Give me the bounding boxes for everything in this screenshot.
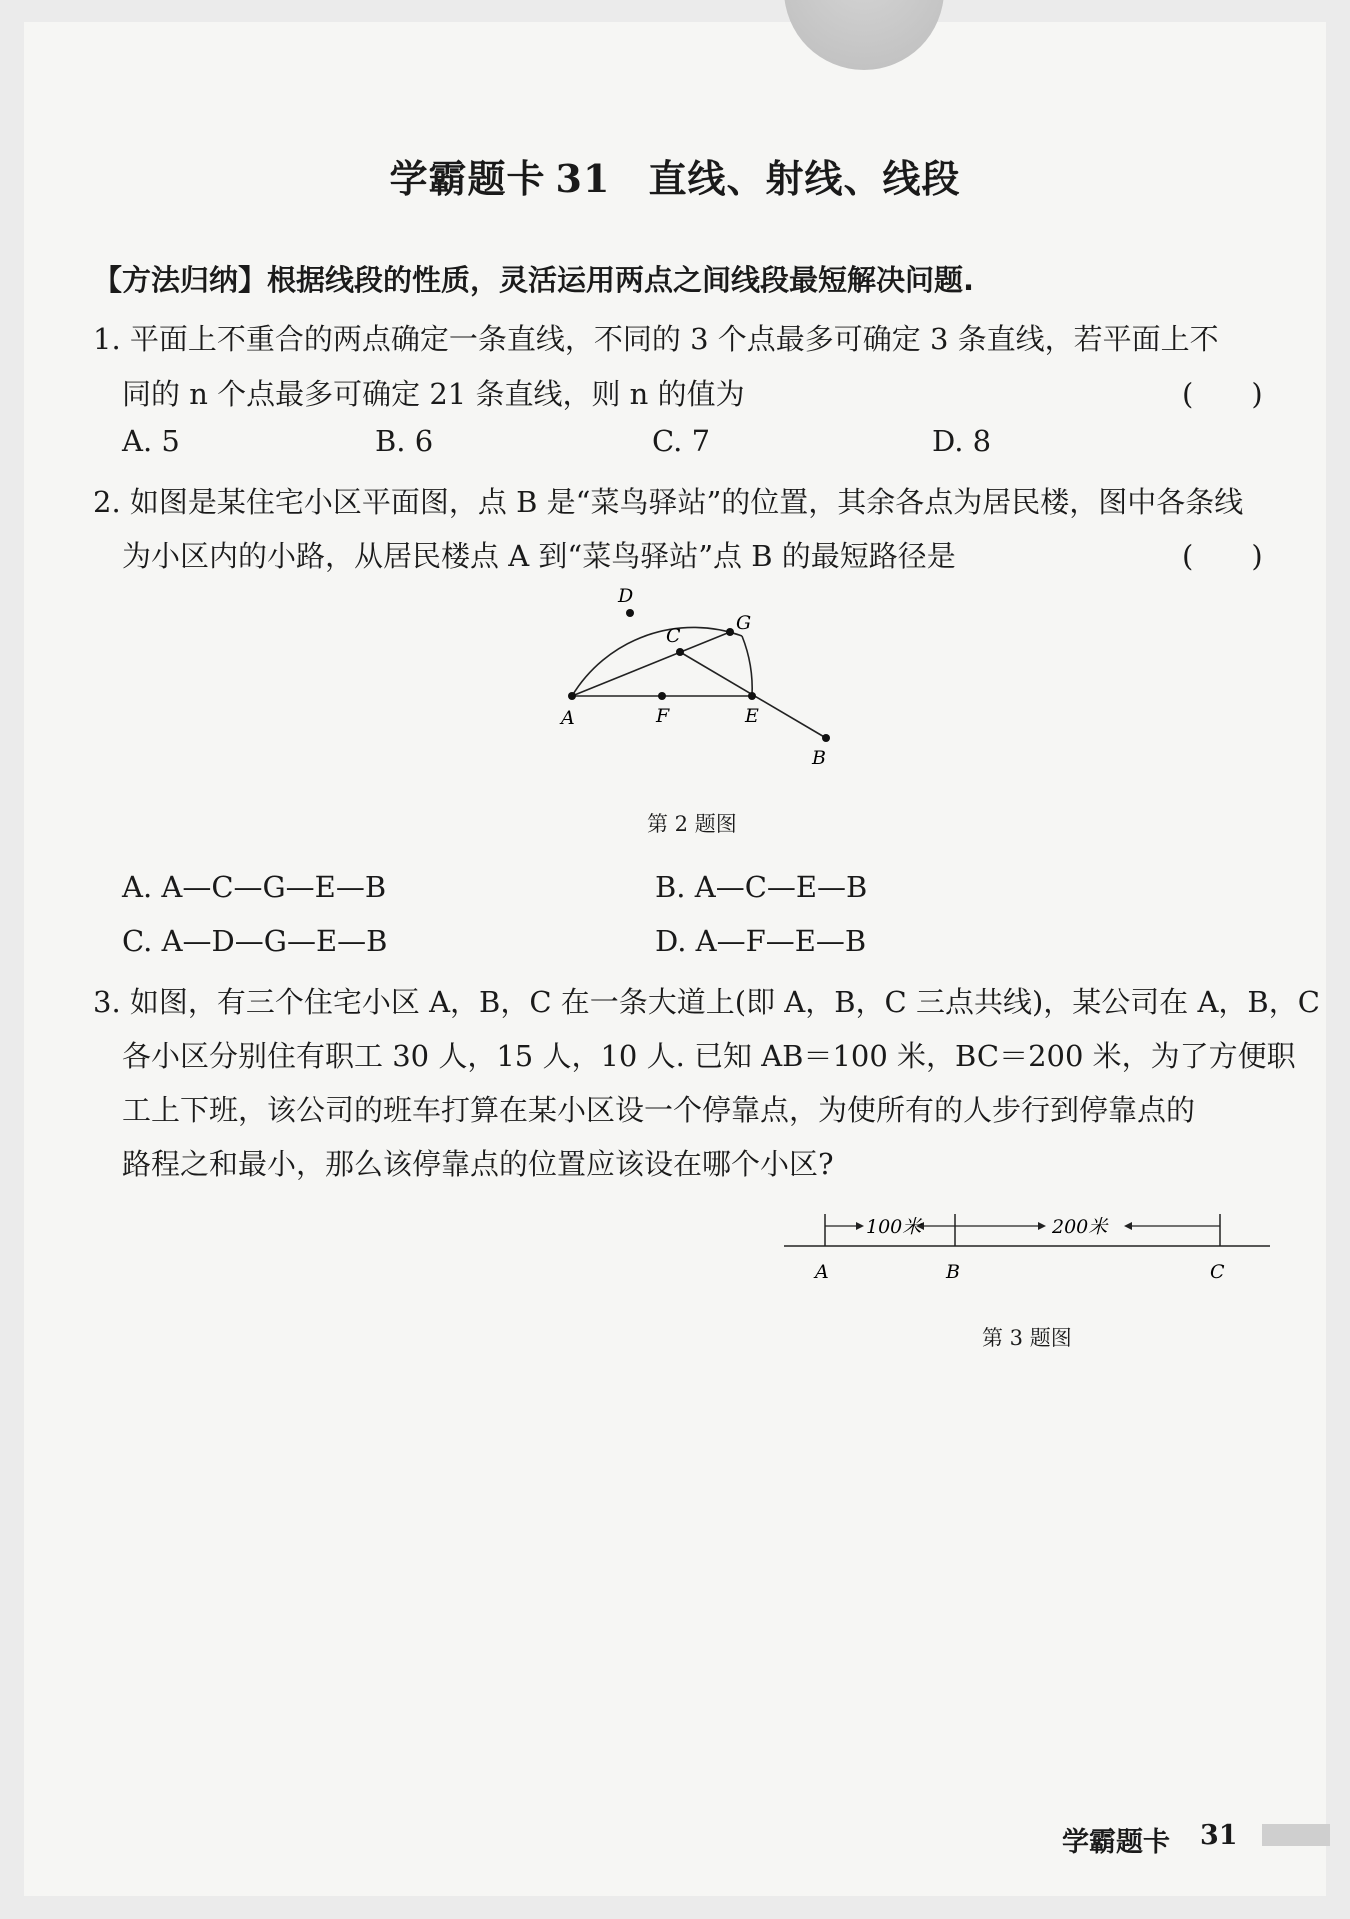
q3-figure [780,1200,1280,1290]
title-series: 学霸题卡 [389,156,546,201]
q3-label-b: B [946,1261,960,1283]
q2-semicircle-arc-right [742,636,752,696]
q2-option-d: D. A—F—E—B [655,924,867,958]
q1-option-c: C. 7 [652,424,711,458]
q2-option-b: B. A—C—E—B [655,870,868,904]
page-title [0,148,1350,203]
footer-label: 学霸题卡 [1062,1827,1170,1858]
q1-line-1: 1. 平面上不重合的两点确定一条直线，不同的 3 个点最多可确定 3 条直线，若平面上不 [93,322,1219,356]
q2-line-2: 为小区内的小路，从居民楼点 A 到“菜鸟驿站”点 B 的最短路径是 [122,539,956,573]
q2-label-e: E [745,705,759,727]
q2-point-c [676,648,684,656]
q1-option-b: B. 6 [375,424,434,458]
q3-label-c: C [1210,1261,1225,1283]
q2-point-f [658,692,666,700]
q2-point-a [568,692,576,700]
q2-label-f: F [656,705,670,727]
q2-point-g [726,628,734,636]
q3-arrowhead-bc-left [1038,1222,1046,1230]
method-text: 根据线段的性质，灵活运用两点之间线段最短解决问题. [267,263,975,297]
q3-label-a: A [815,1261,829,1283]
title-number: 31 [555,156,611,201]
q3-line-2: 各小区分别住有职工 30 人，15 人，10 人. 已知 AB＝100 米，BC＝200 米，为了方便职 [122,1039,1296,1073]
q2-label-b: B [812,747,826,769]
q3-line-1: 3. 如图，有三个住宅小区 A，B，C 在一条大道上(即 A，B，C 三点共线)，某公司在 A，B，C [93,985,1320,1019]
q2-answer-paren: ( ) [1182,539,1263,573]
q2-label-a: A [561,707,575,729]
q3-figure-caption: 第 3 题图 [982,1326,1072,1350]
footer-decorative-bar [1262,1824,1330,1846]
q1-option-d: D. 8 [932,424,992,458]
q2-label-d: D [618,585,634,607]
q2-point-b [822,734,830,742]
q3-arrowhead-bc-right [1124,1222,1132,1230]
method-tag: 【方法归纳】 [93,263,268,297]
q3-line-3: 工上下班，该公司的班车打算在某小区设一个停靠点，为使所有的人步行到停靠点的 [122,1093,1196,1127]
q3-arrowhead-ab-left [856,1222,864,1230]
q3-distance-ab: 100米 [866,1216,922,1238]
footer-page-number: 31 [1200,1820,1238,1851]
q2-figure [540,580,860,770]
q2-line-ag [572,632,730,696]
q1-line-2: 同的 n 个点最多可确定 21 条直线，则 n 的值为 [122,377,745,411]
q2-label-c: C [666,625,681,647]
q1-answer-paren: ( ) [1182,377,1263,411]
q2-line-1: 2. 如图是某住宅小区平面图，点 B 是“菜鸟驿站”的位置，其余各点为居民楼，图中各条线 [93,485,1244,519]
q2-point-d [626,609,634,617]
q3-distance-bc: 200米 [1052,1216,1108,1238]
q2-option-a: A. A—C—G—E—B [122,870,387,904]
q2-option-c: C. A—D—G—E—B [122,924,388,958]
decorative-arc [784,0,944,70]
title-topic: 直线、射线、线段 [648,156,961,201]
q3-line-4: 路程之和最小，那么该停靠点的位置应该设在哪个小区? [122,1147,834,1181]
q2-label-g: G [736,612,752,634]
q1-option-a: A. 5 [122,424,180,458]
q2-point-e [748,692,756,700]
worksheet-page [24,22,1326,1896]
q2-figure-caption: 第 2 题图 [647,812,737,836]
method-summary [93,258,974,299]
